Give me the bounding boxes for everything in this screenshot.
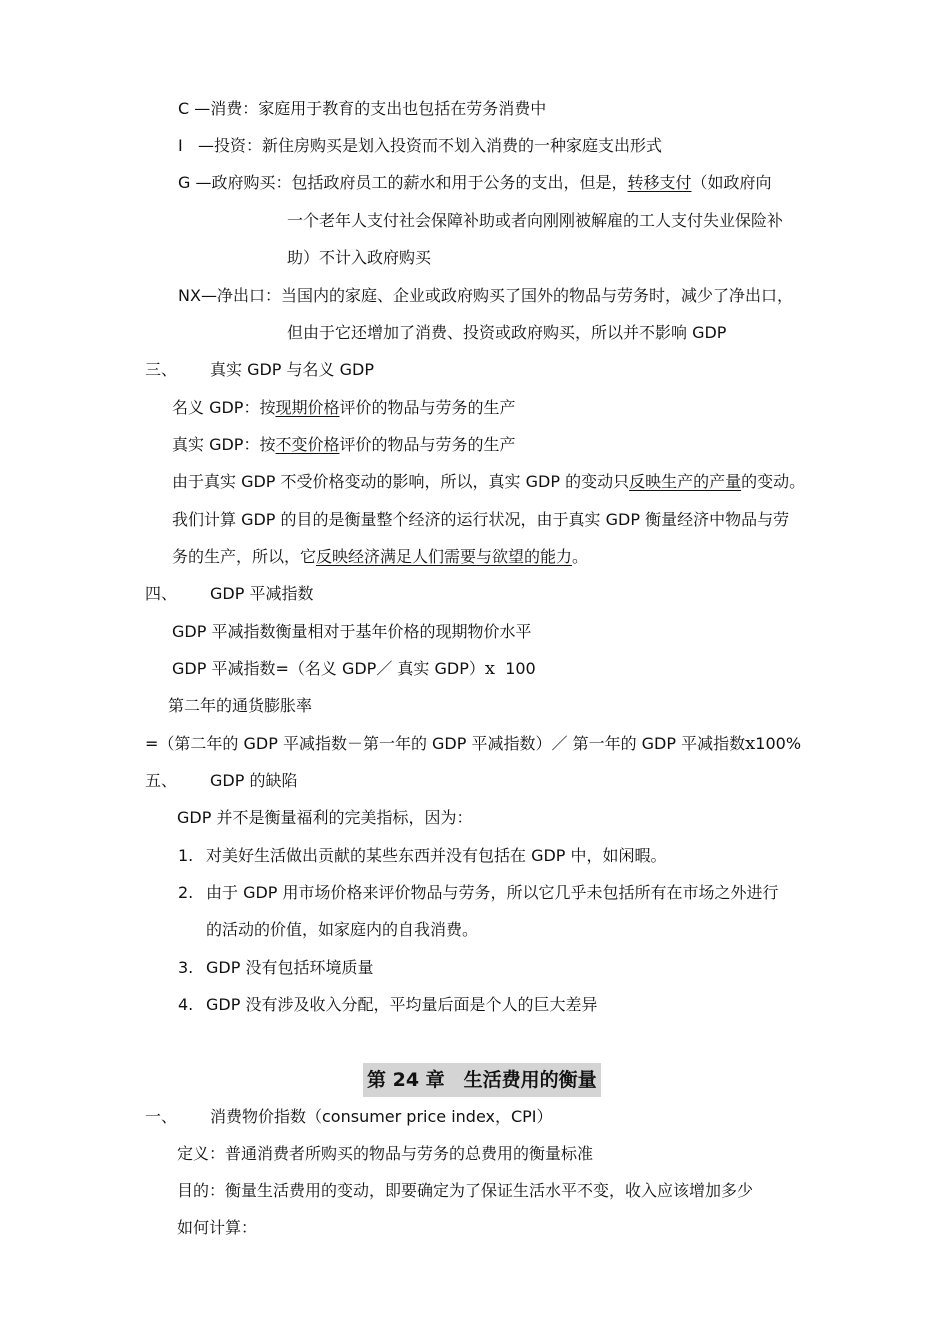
real-gdp-paragraph-line1: 由于真实 GDP 不受价格变动的影响，所以，真实 GDP 的变动只反映生产的产量的变动。 bbox=[172, 472, 806, 491]
list-item-2-text: 由于 GDP 用市场价格来评价物品与劳务，所以它几乎未包括所有在市场之外进行 bbox=[206, 883, 779, 902]
list-item-3-text: GDP 没有包括环境质量 bbox=[206, 958, 374, 977]
real-gdp-paragraph-line2: 我们计算 GDP 的目的是衡量整个经济的运行状况，由于真实 GDP 衡量经济中物品与劳 bbox=[172, 510, 790, 529]
component-nx-line2: 但由于它还增加了消费、投资或政府购买，所以并不影响 GDP bbox=[287, 323, 727, 342]
cpi-how-to-calculate: 如何计算： bbox=[177, 1218, 258, 1237]
section-3-number: 三、 bbox=[145, 360, 178, 379]
list-item-2-text-line2: 的活动的价值，如家庭内的自我消费。 bbox=[206, 920, 479, 939]
cpi-section-heading: 消费物价指数（consumer price index，CPI） bbox=[210, 1107, 553, 1126]
list-item-1-text: 对美好生活做出贡献的某些东西并没有包括在 GDP 中，如闲暇。 bbox=[206, 846, 667, 865]
deflator-definition: GDP 平减指数衡量相对于基年价格的现期物价水平 bbox=[172, 622, 532, 641]
section-4-heading: GDP 平减指数 bbox=[210, 584, 314, 603]
inflation-rate-formula: =（第二年的 GDP 平减指数－第一年的 GDP 平减指数）／ 第一年的 GDP 平减指数x100% bbox=[145, 733, 802, 754]
cpi-section-number: 一、 bbox=[145, 1107, 178, 1126]
section-4-number: 四、 bbox=[145, 584, 178, 603]
gdp-limitations-intro: GDP 并不是衡量福利的完美指标，因为： bbox=[177, 808, 473, 827]
list-item-1-number: 1. bbox=[178, 846, 194, 865]
nominal-gdp-definition: 名义 GDP：按现期价格评价的物品与劳务的生产 bbox=[172, 398, 516, 417]
list-item-4-number: 4. bbox=[178, 995, 194, 1014]
component-nx: NX—净出口：当国内的家庭、企业或政府购买了国外的物品与劳务时，减少了净出口， bbox=[178, 286, 793, 305]
list-item-3-number: 3. bbox=[178, 958, 194, 977]
cpi-purpose: 目的：衡量生活费用的变动，即要确定为了保证生活水平不变，收入应该增加多少 bbox=[177, 1181, 754, 1200]
component-g-line3: 助）不计入政府购买 bbox=[287, 248, 432, 267]
real-gdp-paragraph-line3: 务的生产，所以，它反映经济满足人们需要与欲望的能力。 bbox=[172, 547, 589, 566]
chapter-24-title: 第 24 章 生活费用的衡量 bbox=[363, 1063, 601, 1097]
section-5-heading: GDP 的缺陷 bbox=[210, 771, 298, 790]
real-gdp-definition: 真实 GDP：按不变价格评价的物品与劳务的生产 bbox=[172, 435, 516, 454]
deflator-formula: GDP 平减指数=（名义 GDP／ 真实 GDP）x 100 bbox=[172, 658, 536, 679]
component-g-line2: 一个老年人支付社会保障补助或者向刚刚被解雇的工人支付失业保险补 bbox=[287, 211, 784, 230]
inflation-rate-label: 第二年的通货膨胀率 bbox=[168, 696, 313, 715]
list-item-2-number: 2. bbox=[178, 883, 194, 902]
section-3-heading: 真实 GDP 与名义 GDP bbox=[210, 360, 374, 379]
list-item-4-text: GDP 没有涉及收入分配，平均量后面是个人的巨大差异 bbox=[206, 995, 598, 1014]
cpi-definition: 定义：普通消费者所购买的物品与劳务的总费用的衡量标准 bbox=[177, 1144, 594, 1163]
transfer-payment-term: 转移支付 bbox=[627, 173, 692, 192]
component-g: G —政府购买：包括政府员工的薪水和用于公务的支出，但是，转移支付（如政府向 bbox=[178, 173, 772, 192]
component-c: C —消费：家庭用于教育的支出也包括在劳务消费中 bbox=[178, 99, 547, 118]
section-5-number: 五、 bbox=[145, 771, 178, 790]
component-i: I —投资：新住房购买是划入投资而不划入消费的一种家庭支出形式 bbox=[178, 136, 662, 155]
